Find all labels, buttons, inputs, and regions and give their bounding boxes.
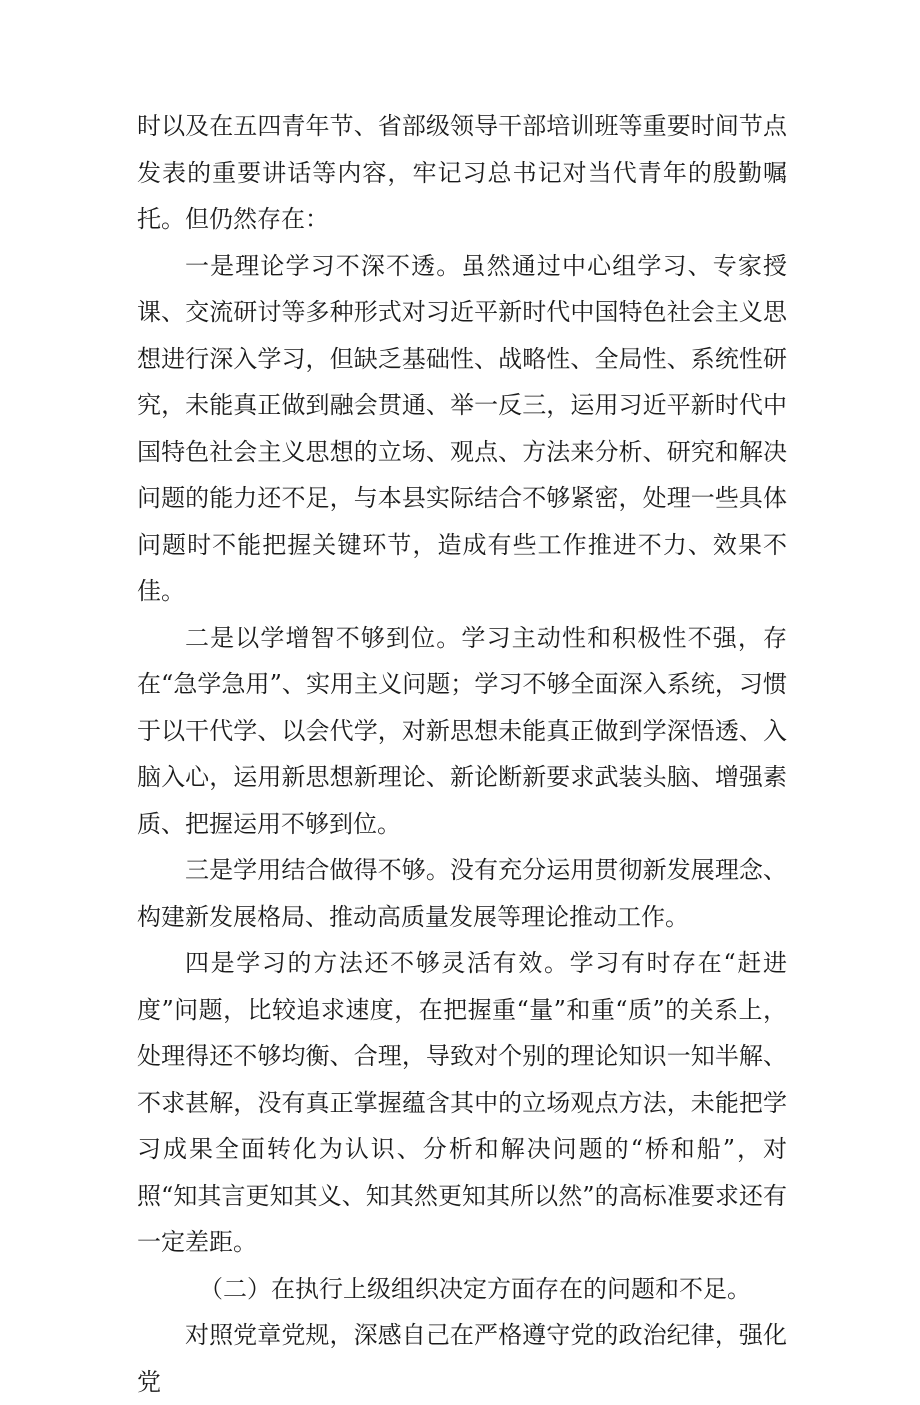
- paragraph-theory-study: 一是理论学习不深不透。虽然通过中心组学习、专家授课、交流研讨等多种形式对习近平新时代中国特色社会主义思想进行深入学习，但缺乏基础性、战略性、全局性、系统性研究，未能真正做到融会贯通、举一反三，运用习近平新时代中国特色社会主义思想的立场、观点、方法来分析、研究和解决问题的能力还不足，与本县实际结合不够紧密，处理一些具体问题时不能把握关键环节，造成有些工作推进不力、效果不佳。: [137, 251, 787, 605]
- paragraph-learning-method: 四是学习的方法还不够灵活有效。学习有时存在“赶进度”问题，比较追求速度，在把握重“量”和重“质”的关系上，处理得还不够均衡、合理，导致对个别的理论知识一知半解、不求甚解，没有真正掌握蕴含其中的立场观点方法，未能把学习成果全面转化为认识、分析和解决问题的“桥和船”，对照“知其言更知其义、知其然更知其所以然”的高标准要求还有一定差距。: [137, 949, 787, 1256]
- paragraph-learning-wisdom: 二是以学增智不够到位。学习主动性和积极性不强，存在“急学急用”、实用主义问题；学习不够全面深入系统，习惯于以干代学、以会代学，对新思想未能真正做到学深悟透、入脑入心，运用新思想新理论、新论断新要求武装头脑、增强素质、把握运用不够到位。: [137, 623, 787, 838]
- paragraph-learning-application: 三是学用结合做得不够。没有充分运用贯彻新发展理念、构建新发展格局、推动高质量发展等理论推动工作。: [137, 856, 787, 931]
- paragraph-continuation: 时以及在五四青年节、省部级领导干部培训班等重要时间节点发表的重要讲话等内容，牢记习总书记对当代青年的殷勤嘱托。但仍然存在：: [137, 112, 787, 233]
- paragraph-party-discipline: 对照党章党规，深感自己在严格遵守党的政治纪律，强化党: [137, 1321, 787, 1396]
- document-body: [137, 103, 787, 1405]
- section-heading: （二）在执行上级组织决定方面存在的问题和不足。: [199, 1274, 751, 1303]
